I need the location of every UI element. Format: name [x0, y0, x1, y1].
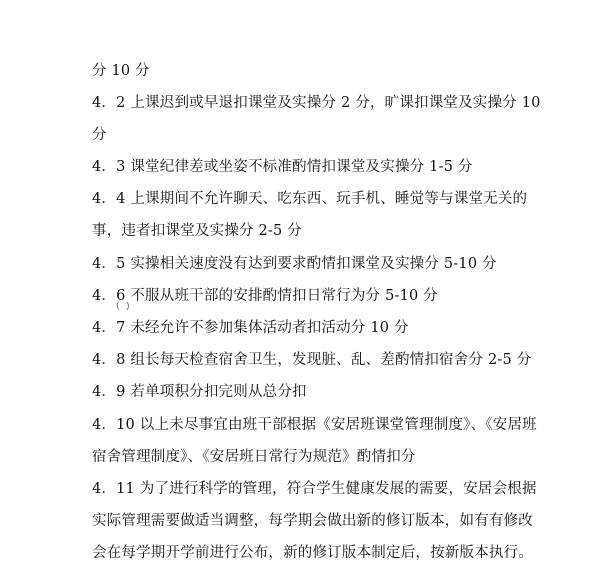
text-line-15: 实际管理需要做适当调整，每学期会做出新的修订版本，如有有修改 [92, 513, 533, 529]
text-line-1: 分 10 分 [92, 63, 150, 79]
cursor-smudge-icon [114, 296, 132, 314]
text-line-4: 4．3 课堂纪律差或坐姿不标准酌情扣课堂及实操分 1-5 分 [92, 159, 473, 175]
text-line-7: 4．5 实操相关速度没有达到要求酌情扣课堂及实操分 5-10 分 [92, 256, 497, 272]
text-line-12: 4．10 以上未尽事宜由班干部根据《安居班课堂管理制度》、《安居班 [92, 417, 537, 433]
text-line-3: 分 [92, 127, 107, 143]
text-line-10: 4．8 组长每天检查宿舍卫生，发现脏、乱、差酌情扣宿舍分 2-5 分 [92, 352, 532, 368]
text-line-8: 4．6 不服从班干部的安排酌情扣日常行为分 5-10 分 [92, 288, 438, 304]
text-line-9: 4．7 未经允许不参加集体活动者扣活动分 10 分 [92, 320, 409, 336]
text-line-5: 4．4 上课期间不允许聊天、吃东西、玩手机、睡觉等与课堂无关的 [92, 191, 528, 207]
text-line-16: 会在每学期开学前进行公布，新的修订版本制定后，按新版本执行。 [92, 545, 533, 561]
text-line-6: 事，违者扣课堂及实操分 2-5 分 [92, 223, 302, 239]
text-line-11: 4．9 若单项积分扣完则从总分扣 [92, 384, 307, 400]
text-line-2: 4．2 上课迟到或早退扣课堂及实操分 2 分，旷课扣课堂及实操分 10 [92, 95, 541, 111]
text-line-14: 4．11 为了进行科学的管理，符合学生健康发展的需要，安居会根据 [92, 481, 537, 497]
text-line-13: 宿舍管理制度》、《安居班日常行为规范》酌情扣分 [92, 449, 416, 465]
